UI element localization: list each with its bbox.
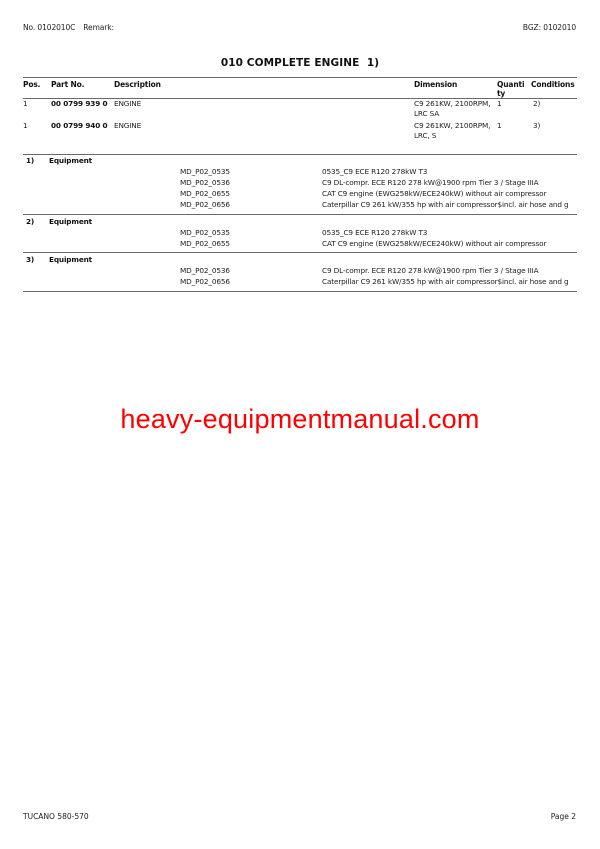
condition-label: Equipment <box>49 255 93 264</box>
equipment-code: MD_P02_0535 <box>180 167 230 176</box>
page-title: 010 COMPLETE ENGINE 1) <box>220 57 380 69</box>
condition-label: Equipment <box>49 217 93 226</box>
row-pos: 1 <box>23 99 28 108</box>
table-bottom-rule <box>23 291 577 292</box>
row-part-no: 00 0799 939 0 <box>51 99 108 108</box>
column-header-quantity: Quanti <box>497 80 525 89</box>
row-description: ENGINE <box>114 121 142 130</box>
equipment-text: Caterpillar C9 261 kW/355 hp with air compressor$incl. air hose and g <box>322 277 569 286</box>
equipment-text: CAT C9 engine (EWG258kW/ECE240kW) without air compressor <box>322 239 547 248</box>
row-part-no: 00 0799 940 0 <box>51 121 108 130</box>
footer-model: TUCANO 580-570 <box>23 812 89 821</box>
row-dimension-wrap: LRC SA <box>414 109 440 118</box>
table-top-rule <box>23 77 577 78</box>
column-header-description: Description <box>114 80 161 89</box>
equipment-code: MD_P02_0536 <box>180 266 230 275</box>
row-dimension: C9 261KW, 2100RPM, <box>414 99 491 108</box>
equipment-code: MD_P02_0655 <box>180 189 230 198</box>
row-description: ENGINE <box>114 99 142 108</box>
row-dimension: C9 261KW, 2100RPM, <box>414 121 491 130</box>
equipment-code: MD_P02_0535 <box>180 228 230 237</box>
condition-3-top-rule <box>23 252 577 253</box>
bgz-number: BGZ: 0102010 <box>522 23 576 32</box>
condition-2-top-rule <box>23 214 577 215</box>
remark-label: Remark: <box>83 23 114 32</box>
condition-ref: 3) <box>26 255 35 264</box>
row-conditions: 2) <box>533 99 541 108</box>
equipment-code: MD_P02_0536 <box>180 178 230 187</box>
equipment-text: Caterpillar C9 261 kW/355 hp with air compressor$incl. air hose and g <box>322 200 569 209</box>
row-pos: 1 <box>23 121 28 130</box>
condition-1-top-rule <box>23 154 577 155</box>
row-quantity: 1 <box>497 121 502 130</box>
equipment-code: MD_P02_0655 <box>180 239 230 248</box>
column-header-part-no: Part No. <box>51 80 85 89</box>
row-dimension-wrap: LRC, S <box>414 131 437 140</box>
equipment-text: CAT C9 engine (EWG258kW/ECE240kW) without air compressor <box>322 189 547 198</box>
condition-ref: 1) <box>26 156 35 165</box>
equipment-text: 0535_C9 ECE R120 278kW T3 <box>322 167 428 176</box>
row-quantity: 1 <box>497 99 502 108</box>
condition-label: Equipment <box>49 156 93 165</box>
row-conditions: 3) <box>533 121 541 130</box>
column-header-pos: Pos. <box>23 80 41 89</box>
watermark: heavy-equipmentmanual.com <box>120 404 480 434</box>
equipment-code: MD_P02_0656 <box>180 277 230 286</box>
equipment-code: MD_P02_0656 <box>180 200 230 209</box>
equipment-text: 0535_C9 ECE R120 278kW T3 <box>322 228 428 237</box>
column-header-conditions: Conditions <box>531 80 575 89</box>
footer-page-number: Page 2 <box>550 812 576 821</box>
column-header-dimension: Dimension <box>414 80 458 89</box>
condition-ref: 2) <box>26 217 35 226</box>
column-header-quantity-wrap: ty <box>497 89 506 98</box>
document-header-left <box>23 23 114 32</box>
document-number: No. 0102010C <box>23 23 76 32</box>
equipment-text: C9 DL-compr. ECE R120 278 kW@1900 rpm Tier 3 / Stage IIIA <box>322 266 539 275</box>
equipment-text: C9 DL-compr. ECE R120 278 kW@1900 rpm Tier 3 / Stage IIIA <box>322 178 539 187</box>
